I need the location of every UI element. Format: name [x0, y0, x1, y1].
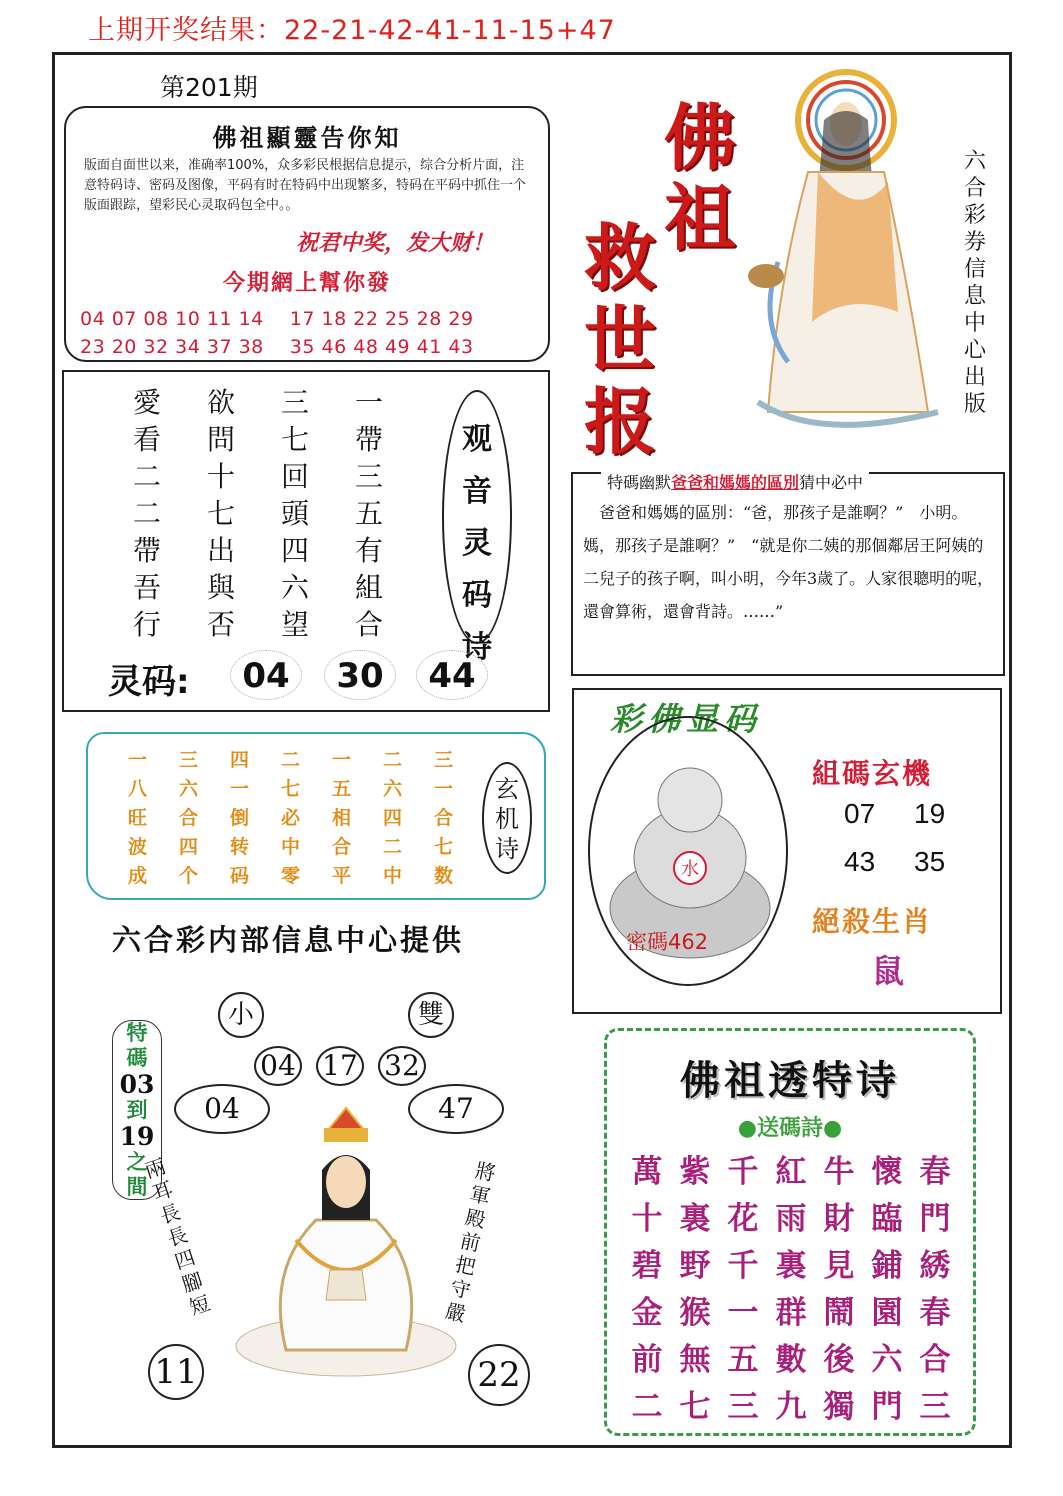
- jue-sha-title: 絕殺生肖: [812, 905, 933, 938]
- poem1-cell: 問: [206, 423, 235, 456]
- zuma-number: 07: [844, 798, 876, 829]
- lingma-label: 灵码:: [108, 662, 190, 702]
- lingma-number: 30: [324, 650, 396, 700]
- humor-title-highlight: 爸爸和媽媽的區別: [671, 473, 800, 492]
- poem2-cell: 九: [775, 1389, 807, 1425]
- poem2-cell: 十: [631, 1201, 663, 1237]
- intro-slogan: 祝君中奖，发大财！: [296, 231, 495, 256]
- issue-number: 第201期: [160, 73, 258, 102]
- intro-box: [64, 106, 550, 362]
- te-poem-subtitle: ●送碼詩●: [737, 1116, 843, 1141]
- poem2-cell: 一: [727, 1295, 759, 1331]
- jue-sha-value: 鼠: [872, 952, 905, 990]
- scroll-cell: 七: [280, 778, 300, 800]
- scroll-cell: 七: [433, 836, 453, 858]
- scroll-cell: 五: [331, 778, 351, 800]
- poem1-cell: 六: [280, 571, 309, 604]
- poem2-cell: 千: [727, 1154, 759, 1190]
- intro-text: 版面自面世以来，准确率100%，众多彩民根据信息提示，综合分析片面，注意特码诗、密码及图像，平码有时在特码中出现繁多，特码在平码中抓住一个版面跟踪，望彩民心灵取码包全中。。: [84, 158, 527, 213]
- poem2-cell: 雨: [775, 1201, 807, 1237]
- humor-box: [571, 472, 1005, 676]
- poem2-cell: 門: [919, 1201, 951, 1237]
- humor-title-prefix: 特碼幽默: [607, 473, 672, 492]
- poem2-cell: 金: [631, 1295, 663, 1331]
- poem1-cell: 行: [132, 608, 161, 641]
- poem1-cell: 愛: [132, 386, 161, 419]
- poem1-cell: 帶: [354, 423, 383, 456]
- humor-title-suffix: 猜中必中: [799, 473, 864, 492]
- poem2-cell: 獨: [823, 1389, 855, 1425]
- standing-buddha-figure: [738, 62, 956, 452]
- scroll-cell: 波: [127, 836, 147, 858]
- poem2-cell: 春: [919, 1154, 951, 1190]
- left-number-oval: 04: [174, 1084, 270, 1134]
- poem1-cell: 合: [354, 608, 383, 641]
- scroll-cell: 中: [382, 865, 402, 887]
- xuanji-poem-scroll: [86, 732, 546, 900]
- poem2-cell: 見: [823, 1248, 855, 1284]
- poem1-cell: 三: [280, 386, 309, 419]
- xuanji-label: 玄 机 诗: [495, 775, 519, 863]
- buddha-arc-label: 彩佛显码: [610, 700, 763, 738]
- center-number: 17: [316, 1046, 364, 1086]
- scroll-cell: 平: [331, 865, 351, 887]
- title-char-shi: 世: [584, 297, 657, 382]
- poem2-cell: 數: [775, 1342, 807, 1378]
- title-char-zu: 祖: [664, 175, 737, 260]
- poem2-cell: 園: [871, 1295, 903, 1331]
- scroll-cell: 合: [433, 807, 453, 829]
- poem2-cell: 鋪: [871, 1248, 903, 1284]
- scroll-cell: 必: [280, 807, 300, 829]
- left-verse: 兩 耳 長 長 四 腳 短: [142, 1153, 213, 1320]
- scroll-cell: 六: [178, 778, 198, 800]
- guanyin-label-oval: [442, 390, 512, 665]
- scroll-cell: 一: [229, 778, 249, 800]
- guanyin-label: 观 音 灵 码 诗: [462, 422, 492, 665]
- poem2-cell: 二: [631, 1389, 663, 1425]
- scroll-cell: 中: [280, 836, 300, 858]
- poem2-cell: 野: [679, 1248, 711, 1284]
- scroll-cell: 四: [382, 807, 402, 829]
- poem1-cell: 二: [132, 497, 161, 530]
- zuma-number: 43: [844, 846, 876, 877]
- scroll-cell: 四: [229, 749, 249, 771]
- last-result: 上期开奖结果：22-21-42-41-11-15+47: [88, 15, 616, 46]
- poem2-cell: 綉: [919, 1248, 951, 1284]
- scroll-cell: 倒: [229, 807, 249, 829]
- poem1-cell: 與: [206, 571, 235, 604]
- scroll-cell: 二: [382, 749, 402, 771]
- poem1-cell: 十: [206, 460, 235, 493]
- poem2-cell: 財: [823, 1201, 855, 1237]
- lingma-number: 44: [416, 650, 488, 700]
- poem2-cell: 門: [871, 1389, 903, 1425]
- scroll-cell: 码: [229, 865, 249, 887]
- poem2-cell: 裏: [775, 1248, 807, 1284]
- small-oval: 小: [218, 992, 264, 1038]
- title-char-bao: 报: [584, 379, 657, 464]
- scroll-cell: 个: [178, 865, 198, 887]
- poem1-cell: 欲: [206, 386, 235, 419]
- scroll-cell: 旺: [127, 807, 147, 829]
- seated-guanyin-figure: [226, 1100, 466, 1380]
- scroll-cell: 三: [178, 749, 198, 771]
- title-char-fo: 佛: [664, 95, 737, 180]
- poem2-cell: 鬧: [823, 1295, 855, 1331]
- scroll-cell: 相: [331, 807, 351, 829]
- poem-grid: [110, 384, 406, 643]
- poem1-cell: 七: [206, 497, 235, 530]
- te-ma-char: 特: [126, 1021, 148, 1045]
- poem1-cell: 三: [354, 460, 383, 493]
- poem2-cell: 懷: [871, 1154, 903, 1190]
- poem2-cell: 花: [727, 1201, 759, 1237]
- te-ma-char: 之: [126, 1150, 148, 1174]
- humor-title: [601, 470, 869, 493]
- poem2-cell: 牛: [823, 1154, 855, 1190]
- scroll-cell: 一: [127, 749, 147, 771]
- te-ma-char: 間: [126, 1175, 148, 1199]
- poem2-cell: 前: [631, 1342, 663, 1378]
- scroll-cell: 二: [280, 749, 300, 771]
- double-oval: 雙: [408, 992, 454, 1038]
- poem2-cell: 臨: [871, 1201, 903, 1237]
- poem1-cell: 回: [280, 460, 309, 493]
- poem2-cell: 無: [679, 1342, 711, 1378]
- poem2-cell: 春: [919, 1295, 951, 1331]
- poem2-cell: 三: [727, 1389, 759, 1425]
- zuma-number: 35: [914, 846, 946, 877]
- title-char-jiu: 救: [584, 215, 657, 300]
- scroll-cell: 二: [382, 836, 402, 858]
- scroll-cell: 数: [433, 865, 453, 887]
- scroll-cell: 一: [331, 749, 351, 771]
- te-ma-from: 03: [119, 1070, 155, 1099]
- poem1-cell: 四: [280, 534, 309, 567]
- poem2-cell: 紅: [775, 1154, 807, 1190]
- scroll-cell: 成: [127, 865, 147, 887]
- te-poem-box: [604, 1028, 976, 1436]
- provider-line: 六合彩内部信息中心提供: [112, 923, 465, 957]
- scroll-cell: 四: [178, 836, 198, 858]
- poem1-cell: 否: [206, 608, 235, 641]
- zuma-title: 組碼玄機: [812, 757, 933, 790]
- te-ma-char: 到: [126, 1098, 148, 1122]
- poem2-cell: 七: [679, 1389, 711, 1425]
- right-verse: 將 軍 殿 前 把 守 嚴: [443, 1158, 498, 1327]
- poem2-cell: 千: [727, 1248, 759, 1284]
- guanyin-poem-box: [62, 370, 550, 712]
- publisher: 六合彩券信息中心出版: [963, 149, 986, 417]
- scroll-cell: 转: [229, 836, 249, 858]
- poem2-cell: 猴: [679, 1295, 711, 1331]
- te-ma-to: 19: [119, 1122, 155, 1151]
- number-row-2: 23 20 32 34 37 38 35 46 48 49 41 43: [80, 336, 474, 358]
- te-ma-char: 碼: [126, 1046, 148, 1070]
- center-number: 32: [378, 1046, 426, 1086]
- poem1-cell: 望: [280, 608, 309, 641]
- poem2-cell: 裏: [679, 1201, 711, 1237]
- scroll-cell: 八: [127, 778, 147, 800]
- poem1-cell: 二: [132, 460, 161, 493]
- poem1-cell: 出: [206, 534, 235, 567]
- zuma-number: 19: [914, 798, 946, 829]
- te-poem-grid: [623, 1149, 959, 1431]
- poem2-cell: 六: [871, 1342, 903, 1378]
- right-number-oval: 47: [408, 1084, 504, 1134]
- scroll-cell: 零: [280, 865, 300, 887]
- humor-text: 爸爸和媽媽的區別：“爸，那孩子是誰啊？” 小明。 媽，那孩子是誰啊？” “就是你二姨的那個鄰居王阿姨的二兒子的孩子啊，叫小明，今年3歲了。人家很聰明的呢，還會算術，還會背詩。……”: [583, 503, 994, 621]
- center-number: 04: [254, 1046, 302, 1086]
- poem2-cell: 三: [919, 1389, 951, 1425]
- intro-subtitle: 今期網上幫你發: [222, 271, 391, 296]
- poem2-cell: 群: [775, 1295, 807, 1331]
- number-row-1: 04 07 08 10 11 14 17 18 22 25 28 29: [80, 308, 474, 330]
- lingma-number: 04: [230, 650, 302, 700]
- te-poem-title: 佛祖透特诗: [680, 1058, 900, 1104]
- mima-code: 密碼462: [626, 930, 709, 954]
- scroll-cell: 一: [433, 778, 453, 800]
- poem2-cell: 合: [919, 1342, 951, 1378]
- scroll-grid: [112, 746, 469, 891]
- buddha-code-box: [572, 688, 1002, 1014]
- poem2-cell: 五: [727, 1342, 759, 1378]
- poem1-cell: 頭: [280, 497, 309, 530]
- scroll-cell: 合: [331, 836, 351, 858]
- poem1-cell: 組: [354, 571, 383, 604]
- poem1-cell: 吾: [132, 571, 161, 604]
- poem2-cell: 碧: [631, 1248, 663, 1284]
- scroll-cell: 三: [433, 749, 453, 771]
- xuanji-label-oval: [482, 762, 532, 874]
- scroll-cell: 合: [178, 807, 198, 829]
- bottom-left-number: 11: [148, 1344, 204, 1400]
- poem2-cell: 紫: [679, 1154, 711, 1190]
- poem1-cell: 帶: [132, 534, 161, 567]
- poem2-cell: 後: [823, 1342, 855, 1378]
- poem1-cell: 看: [132, 423, 161, 456]
- poem2-cell: 萬: [631, 1154, 663, 1190]
- bottom-right-number: 22: [468, 1344, 530, 1406]
- poem1-cell: 七: [280, 423, 309, 456]
- poem1-cell: 五: [354, 497, 383, 530]
- poem1-cell: 一: [354, 386, 383, 419]
- water-mark: 水: [681, 859, 699, 880]
- scroll-cell: 六: [382, 778, 402, 800]
- poem1-cell: 有: [354, 534, 383, 567]
- intro-title: 佛祖顯靈告你知: [212, 124, 402, 152]
